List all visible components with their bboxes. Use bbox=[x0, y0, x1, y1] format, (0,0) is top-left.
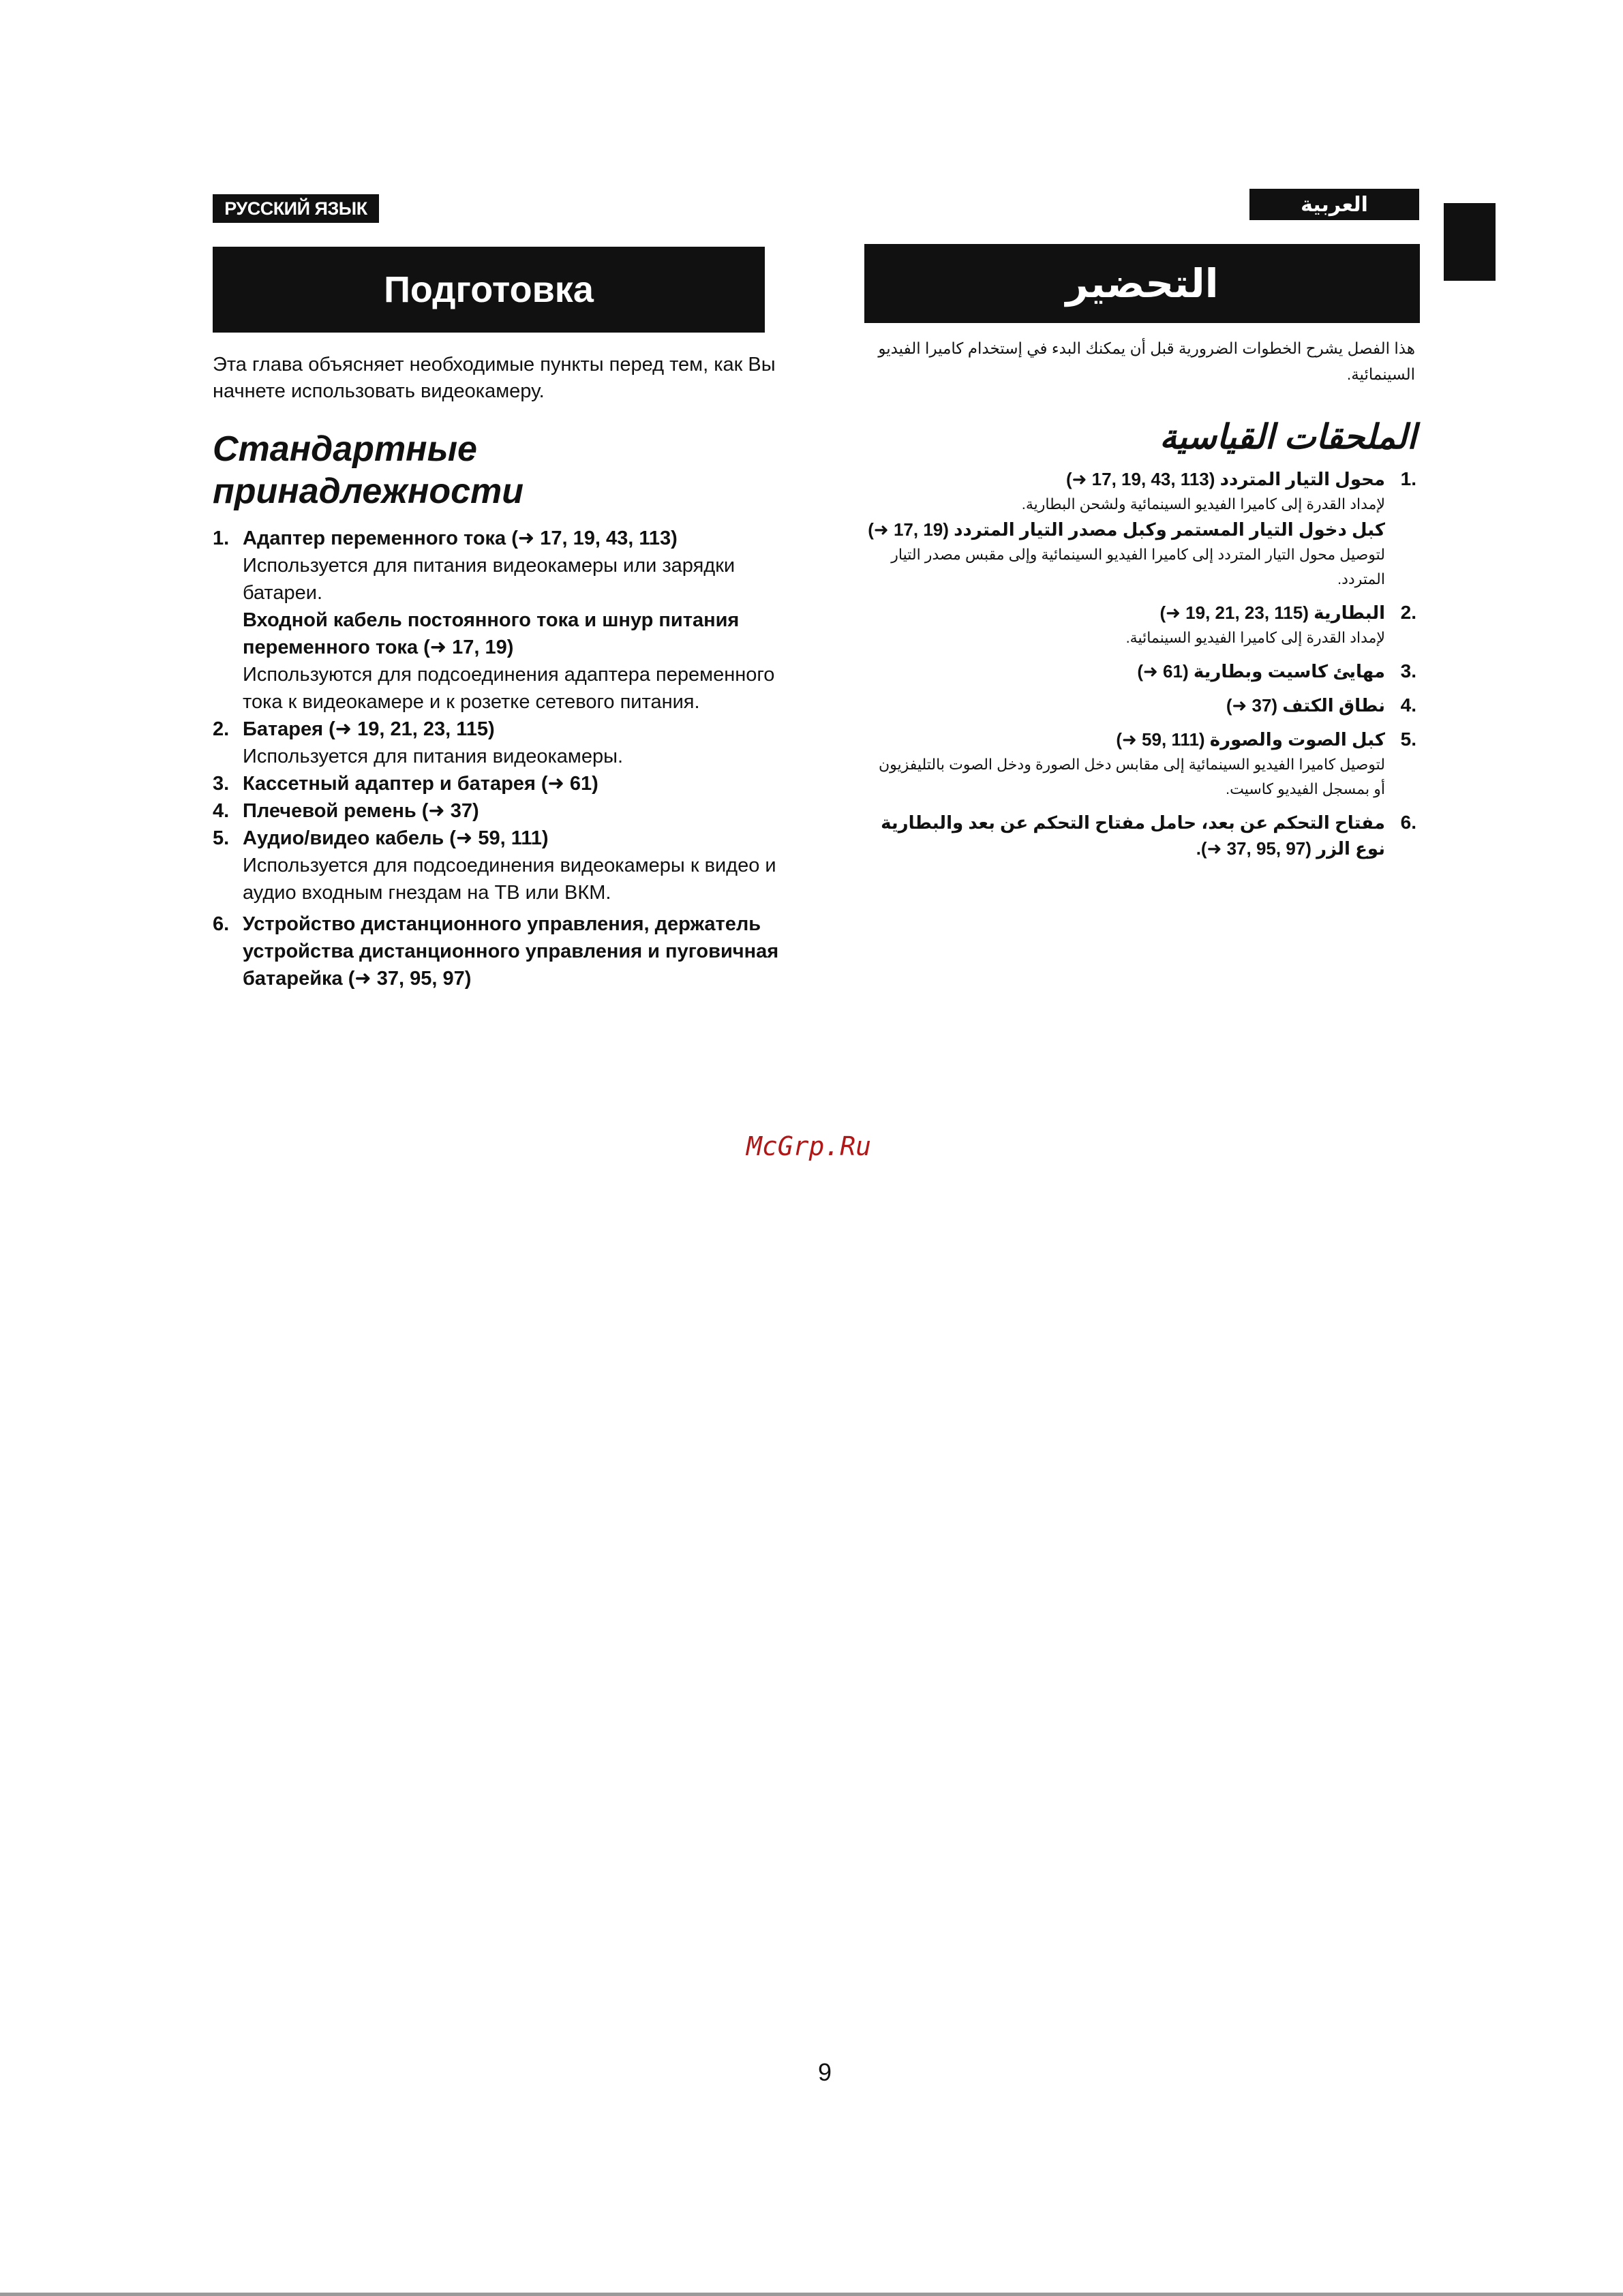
language-tag-russian: РУССКИЙ ЯЗЫК bbox=[213, 194, 379, 223]
item-title: كبل دخول التيار المستمر وكبل مصدر التيار المتردد (19 ,17 ➜) bbox=[868, 519, 1385, 540]
list-item-number: .2 bbox=[1400, 602, 1416, 623]
list-item bbox=[213, 910, 785, 992]
list-item-number: .4 bbox=[1400, 694, 1416, 716]
list-item-number: .1 bbox=[1400, 468, 1416, 489]
item-title: Адаптер переменного тока (➜ 17, 19, 43, 113) bbox=[243, 527, 678, 549]
ru-heading-line1: Стандартные bbox=[213, 429, 477, 469]
item-description: لإمداد القدرة إلى كاميرا الفيديو السينمائية. bbox=[1125, 629, 1385, 646]
item-description: لإمداد القدرة إلى كاميرا الفيديو السينمائية ولشحن البطارية. bbox=[1021, 495, 1385, 512]
ru-accessories-heading bbox=[213, 428, 785, 512]
list-item-number: 4. bbox=[213, 800, 230, 822]
list-item-number: 5. bbox=[213, 827, 230, 849]
ar-accessories-list bbox=[864, 466, 1416, 861]
item-title: Входной кабель постоянного тока и шнур питания переменного тока (➜ 17, 19) bbox=[243, 609, 740, 658]
item-description: Используется для питания видеокамеры. bbox=[243, 746, 623, 767]
item-title: مهايئ كاسيت وبطارية (61 ➜) bbox=[1137, 661, 1385, 682]
ru-accessories-list bbox=[213, 525, 785, 992]
list-item bbox=[864, 726, 1416, 801]
item-title: Плечевой ремень (➜ 37) bbox=[243, 800, 479, 822]
item-description: Используются для подсоединения адаптера переменного тока к видеокамере и к розетке сетевого питания. bbox=[243, 664, 775, 713]
page-bottom-edge bbox=[0, 2293, 1623, 2296]
item-title: مفتاح التحكم عن بعد، حامل مفتاح التحكم عن بعد والبطارية نوع الزر (97 ,95 ,37 ➜). bbox=[881, 812, 1385, 859]
list-item-number: .5 bbox=[1400, 729, 1416, 750]
item-description: لتوصيل كاميرا الفيديو السينمائية إلى مقابس دخل الصورة ودخل الصوت بالتليفزيون أو بمسجل الفيديو كاسيت. bbox=[878, 756, 1385, 797]
item-description: Используется для питания видеокамеры или зарядки батареи. bbox=[243, 555, 735, 604]
item-description: لتوصيل محول التيار المتردد إلى كاميرا الفيديو السينمائية وإلى مقبس مصدر التيار المتردد. bbox=[891, 546, 1385, 587]
list-item bbox=[864, 466, 1416, 592]
ru-intro-text: Эта глава объясняет необходимые пункты перед тем, как Вы начнете использовать видеокамеру. bbox=[213, 354, 776, 402]
item-title: البطارية (115 ,23 ,21 ,19 ➜) bbox=[1159, 602, 1385, 623]
section-side-tab bbox=[1444, 203, 1496, 281]
item-title: Батарея (➜ 19, 21, 23, 115) bbox=[243, 718, 495, 740]
item-title: Аудио/видео кабель (➜ 59, 111) bbox=[243, 827, 549, 849]
ar-accessories-heading: الملحقات القياسية bbox=[1159, 418, 1416, 456]
ru-column bbox=[213, 352, 785, 992]
ar-column bbox=[864, 335, 1416, 870]
item-title: Устройство дистанционного управления, держатель устройства дистанционного управления и пуговичная батарейка (➜ 37, 95, 97) bbox=[243, 913, 779, 990]
ru-section-title: Подготовка bbox=[213, 247, 765, 333]
watermark-link[interactable]: McGrp.Ru bbox=[746, 1131, 872, 1161]
list-item bbox=[864, 600, 1416, 650]
list-item bbox=[213, 770, 785, 797]
page-number: 9 bbox=[817, 2058, 832, 2086]
list-item bbox=[864, 658, 1416, 684]
list-item bbox=[213, 825, 785, 906]
item-title: نطاق الكتف (37 ➜) bbox=[1226, 695, 1385, 716]
list-item-number: 1. bbox=[213, 527, 230, 549]
list-item bbox=[213, 716, 785, 770]
list-item-number: .3 bbox=[1400, 660, 1416, 682]
list-item bbox=[213, 797, 785, 825]
list-item-number: 3. bbox=[213, 773, 230, 795]
list-item bbox=[864, 810, 1416, 861]
list-item bbox=[864, 692, 1416, 718]
language-tag-arabic: العربية bbox=[1249, 189, 1419, 220]
ru-heading-line2: принадлежности bbox=[213, 472, 524, 511]
list-item-number: 6. bbox=[213, 913, 230, 935]
item-title: Кассетный адаптер и батарея (➜ 61) bbox=[243, 773, 598, 795]
list-item bbox=[213, 525, 785, 716]
ar-intro-text: هذا الفصل يشرح الخطوات الضرورية قبل أن يمكنك البدء في إستخدام كاميرا الفيديو السينمائية. bbox=[878, 339, 1415, 383]
item-title: محول التيار المتردد (113 ,43 ,19 ,17 ➜) bbox=[1066, 469, 1385, 489]
list-item-number: 2. bbox=[213, 718, 230, 740]
ar-section-title: التحضير bbox=[864, 244, 1420, 323]
list-item-number: .6 bbox=[1400, 812, 1416, 833]
item-description: Используется для подсоединения видеокамеры к видео и аудио входным гнездам на ТВ или ВКМ. bbox=[243, 855, 776, 904]
item-title: كبل الصوت والصورة (111 ,59 ➜) bbox=[1116, 729, 1385, 750]
